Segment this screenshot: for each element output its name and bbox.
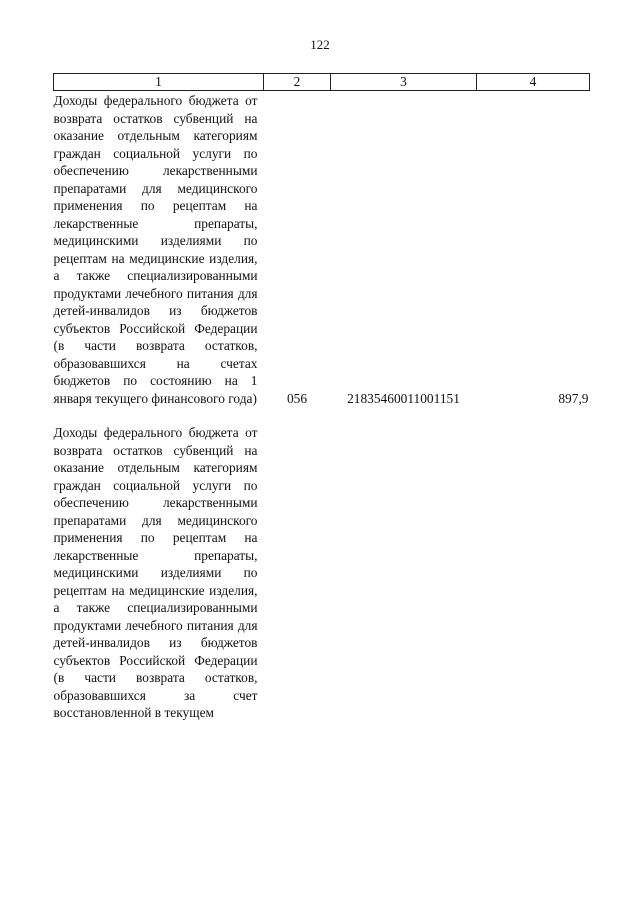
budget-classification-code: 21835460011001151 <box>347 390 460 406</box>
table-header-row <box>54 74 590 91</box>
admin-code <box>264 407 331 722</box>
column-header-3: 3 <box>331 74 477 91</box>
income-description: Доходы федерального бюджета от возврата остатков субвенций на оказание отдельным категориям граждан социальной услуги по обеспечению лекарственными препаратами для медицинского применения по рецептам на лекарственные препараты, медицинскими изделиями по рецептам на медицинские изделия, а также специализированными продуктами лечебного питания для детей-инвалидов из бюджетов субъектов Российской Федерации (в части возврата остатков, образовавшихся на счетах бюджетов по состоянию на 1 января текущего финансового года) <box>53 93 258 406</box>
column-header-2: 2 <box>264 74 331 91</box>
budget-table <box>53 73 590 722</box>
table-row <box>54 91 590 408</box>
column-header-4: 4 <box>477 74 590 91</box>
income-description: Доходы федерального бюджета от возврата остатков субвенций на оказание отдельным категориям граждан социальной услуги по обеспечению лекарственными препаратами для медицинского применения по рецептам на лекарственные препараты, медицинскими изделиями по рецептам на медицинские изделия, а также специализированными продуктами лечебного питания для детей-инвалидов из бюджетов субъектов Российской Федерации (в части возврата остатков, образовавшихся за счет восстановленной в текущем <box>53 425 258 720</box>
budget-classification-code <box>331 407 477 722</box>
column-header-1: 1 <box>54 74 264 91</box>
page-number: 122 <box>310 37 330 52</box>
admin-code: 056 <box>286 390 308 406</box>
amount: 897,9 <box>558 390 589 406</box>
table-row <box>54 407 590 722</box>
amount <box>477 407 590 722</box>
